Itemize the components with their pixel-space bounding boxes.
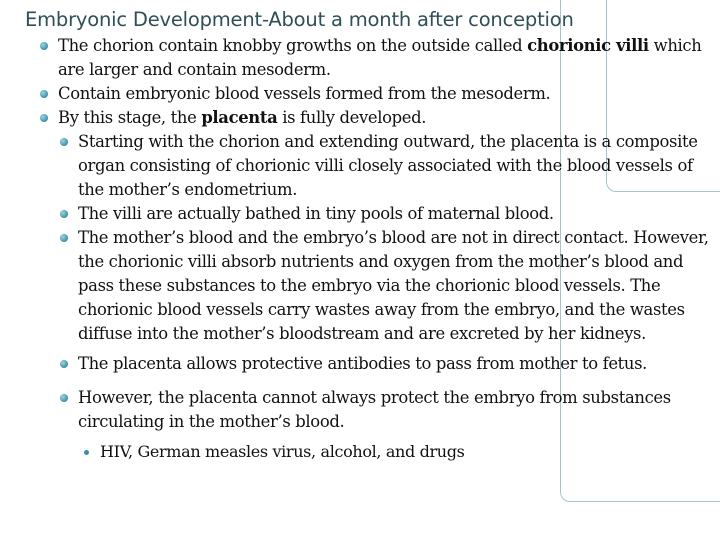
bullet-list: [38, 34, 716, 464]
list-item: Contain embryonic blood vessels formed from the mesoderm.: [38, 82, 716, 106]
bold-term: placenta: [201, 108, 278, 127]
bullet-icon: [40, 90, 48, 98]
list-item: The placenta allows protective antibodies to pass from mother to fetus.: [58, 352, 716, 376]
bullet-icon: [40, 114, 48, 122]
bullet-icon: [40, 42, 48, 50]
list-item: The villi are actually bathed in tiny pools of maternal blood.: [58, 202, 716, 226]
list-item: By this stage, the placenta is fully developed.: [38, 106, 716, 130]
bullet-icon: [60, 394, 68, 402]
list-item: However, the placenta cannot always protect the embryo from substances circulating in the mother’s blood.: [58, 386, 716, 434]
bullet-icon: [60, 234, 68, 242]
slide-title: Embryonic Development-About a month after conception: [25, 8, 574, 31]
bullet-icon: [84, 450, 89, 455]
list-item: HIV, German measles virus, alcohol, and drugs: [80, 440, 716, 464]
list-item: The chorion contain knobby growths on the outside called chorionic villi which are larger and contain mesoderm.: [38, 34, 716, 82]
bullet-icon: [60, 210, 68, 218]
list-item: Starting with the chorion and extending outward, the placenta is a composite organ consisting of chorionic villi closely associated with the blood vessels of the mother’s endometrium.: [58, 130, 716, 202]
bullet-icon: [60, 360, 68, 368]
bold-term: chorionic villi: [527, 36, 649, 55]
list-item: The mother’s blood and the embryo’s blood are not in direct contact. However, the chorionic villi absorb nutrients and oxygen from the mother’s blood and pass these substances to the embryo via the chorionic blood vessels. The chorionic blood vessels carry wastes away from the embryo, and the wastes diffuse into the mother’s bloodstream and are excreted by her kidneys.: [58, 226, 716, 346]
bullet-icon: [60, 138, 68, 146]
